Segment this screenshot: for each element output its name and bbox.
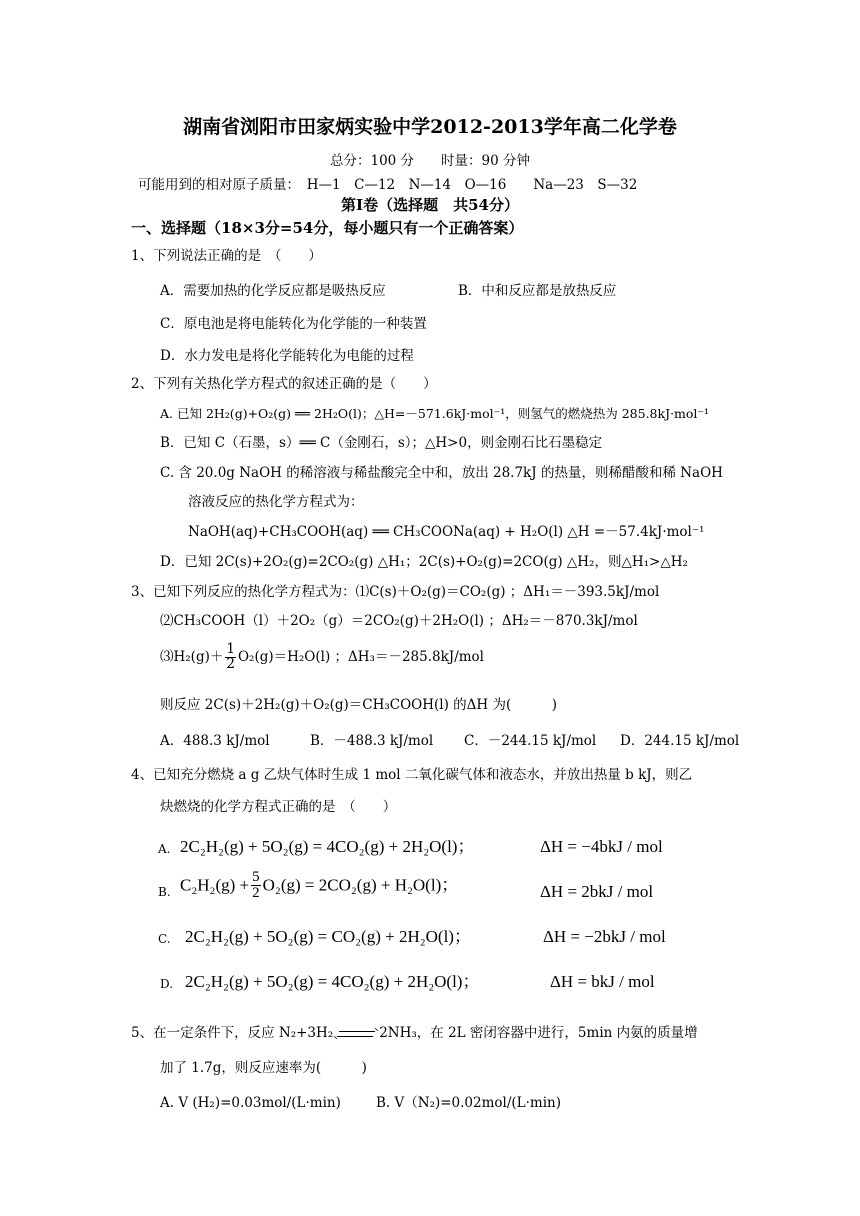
q2-stem: 2、下列有关热化学方程式的叙述正确的是（ ）: [131, 376, 437, 392]
q4-stem-line1: 4、已知充分燃烧 a g 乙炔气体时生成 1 mol 二氧化碳气体和液态水，并放出热量 b kJ，则乙: [131, 767, 693, 783]
q4-option-c-enthalpy: ΔH = −2bkJ / mol: [543, 927, 666, 946]
q5-stem-line1: 5、在一定条件下，反应 N₂+3H₂ 2NH₃，在 2L 密闭容器中进行，5min 内氨的质量增: [131, 1025, 698, 1041]
part1-heading: 第Ⅰ卷（选择题 共54分）: [341, 196, 519, 214]
page-title: 湖南省浏阳市田家炳实验中学2012-2013学年高二化学卷: [183, 116, 677, 138]
q1-option-d: D．水力发电是将化学能转化为电能的过程: [160, 348, 414, 364]
q2-option-c-equation: NaOH(aq)+CH₃COOH(aq) ══ CH₃COONa(aq) + H₂O(l) △H =－57.4kJ·mol⁻¹: [188, 524, 705, 540]
q3-equation-3: ⑶H₂(g)＋ $\frac{1}{2}$ O₂(g)＝H₂O(l) ；ΔH₃＝－285.8kJ/mol: [160, 641, 484, 672]
q5-stem-line2: 加了 1.7g，则反应速率为( ): [160, 1060, 367, 1076]
q4-option-a-label: A.: [158, 842, 171, 856]
q4-option-b-equation: C₂H₂(g) + $\frac{5}{2}$ O₂(g) = 2CO₂(g) + H₂O(l)；: [180, 869, 459, 901]
q4-option-c-label: C.: [158, 932, 171, 946]
q4-option-a-enthalpy: ΔH = −4bkJ / mol: [540, 837, 663, 856]
q3-equation-2: ⑵CH₃COOH（l）＋2O₂（g）＝2CO₂(g)＋2H₂O(l) ；ΔH₂＝－870.3kJ/mol: [160, 613, 638, 629]
q3-option-d: D．244.15 kJ/mol: [620, 733, 740, 749]
q4-option-c-equation: 2C₂H₂(g) + 5O₂(g) = CO₂(g) + 2H₂O(l)；: [185, 927, 471, 946]
q4-stem-line2: 炔燃烧的化学方程式正确的是 （ ）: [160, 799, 397, 815]
q3-option-b: B．－488.3 kJ/mol: [310, 733, 434, 749]
q3-option-a: A．488.3 kJ/mol: [160, 733, 270, 749]
q4-option-d-label: D.: [160, 977, 174, 991]
q4-option-b-enthalpy: ΔH = 2bkJ / mol: [540, 882, 654, 901]
q2-option-b: B．已知 C（石墨，s）══ C（金刚石，s）；△H>0，则金刚石比石墨稳定: [160, 435, 603, 451]
q2-option-a: A. 已知 2H₂(g)+O₂(g) ══ 2H₂O(l)；△H=－571.6kJ·mol⁻¹，则氢气的燃烧热为 285.8kJ·mol⁻¹: [160, 406, 710, 421]
half-fraction: $\frac{1}{2}$: [226, 641, 235, 672]
q2-option-c-line1: C. 含 20.0g NaOH 的稀溶液与稀盐酸完全中和，放出 28.7kJ 的热量，则稀醋酸和稀 NaOH: [160, 465, 723, 481]
q1-option-a: A．需要加热的化学反应都是吸热反应: [160, 283, 386, 299]
q4-option-b-label: B.: [158, 885, 171, 899]
exam-info: 总分：100 分 时量：90 分钟: [329, 153, 531, 169]
q4-option-d-equation: 2C₂H₂(g) + 5O₂(g) = 4CO₂(g) + 2H₂O(l)；: [185, 972, 480, 991]
q3-option-c: C．－244.15 kJ/mol: [464, 733, 597, 749]
q1-option-b: B．中和反应都是放热反应: [458, 283, 617, 299]
q5-option-a: A. V (H₂)=0.03mol/(L·min): [160, 1095, 341, 1111]
q4-option-a-equation: 2C₂H₂(g) + 5O₂(g) = 4CO₂(g) + 2H₂O(l)；: [180, 837, 475, 856]
q3-stem: 3、已知下列反应的热化学方程式为：⑴C(s)＋O₂(g)＝CO₂(g) ；ΔH₁＝－393.5kJ/mol: [131, 584, 660, 600]
q2-option-c-line2: 溶液反应的热化学方程式为：: [188, 494, 364, 510]
q2-option-d: D．已知 2C(s)+2O₂(g)=2CO₂(g) △H₁；2C(s)+O₂(g)=2CO(g) △H₂，则△H₁>△H₂: [160, 554, 688, 570]
atomic-masses: 可能用到的相对原子质量： H—1 C—12 N—14 O—16 Na—23 S—32: [138, 177, 638, 193]
reversible-arrow-icon: [335, 1027, 377, 1041]
q1-option-c: C．原电池是将电能转化为化学能的一种装置: [160, 316, 427, 332]
q4-option-d-enthalpy: ΔH = bkJ / mol: [550, 972, 655, 991]
q5-option-b: B. V（N₂)=0.02mol/(L·min): [376, 1095, 562, 1111]
five-halves-fraction: $\frac{5}{2}$: [252, 869, 260, 901]
q3-question: 则反应 2C(s)＋2H₂(g)＋O₂(g)＝CH₃COOH(l) 的ΔH 为( ): [160, 697, 558, 713]
q1-stem: 1、下列说法正确的是 （ ）: [131, 248, 322, 264]
section-heading: 一、选择题（18×3分=54分，每小题只有一个正确答案）: [131, 219, 524, 237]
